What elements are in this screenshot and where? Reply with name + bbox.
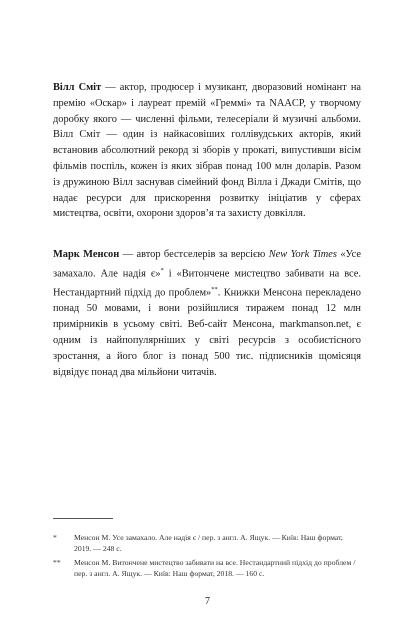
will-smith-bio-text: — актор, продюсер і музикант, дворазовий номінант на премію «Оскар» і лауреат премій «Греммі» та NAACP, у творчому доробку якого — численні фільми, телесеріали й музичні альбоми. Вілл Сміт — один із найкасовіших голлівудських акторів, який встановив абсолютний рекорд зі зборів у прокаті, випустивши вісім фільмів поспіль, кожен із яких зібрав понад 100 млн доларів. Разом із дружиною Вілл заснував сімейний фонд Вілла і Джади Смітів, що надає ресурси для прискорення розвитку ініціатив у сферах мистецтва, освіти, охорони здоров’я та захисту довкілля.: [53, 82, 361, 220]
will-smith-bio: [53, 80, 361, 222]
footnote-2-text: Менсон М. Витончене мистецтво забивати на все. Нестандартний підхід до проблем / пер. з англ. А. Ящук. — Київ: Наш формат, 2018. — 160 с.: [74, 558, 356, 578]
footnote-2-mark: **: [53, 558, 61, 567]
mark-manson-bio-text-c: і «Витончене мистецтво забивати на все. Нестандартний підхід до проблем»: [53, 268, 361, 299]
mark-manson-bio: [53, 247, 361, 380]
footnote-ref-1: *: [160, 266, 164, 274]
mark-manson-name: Марк Менсон: [53, 249, 120, 260]
footnote-1-text: Менсон М. Усе замахало. Але надія є / пер. з англ. А. Ящук. — Київ: Наш формат, 2019. — 248 с.: [74, 533, 343, 553]
footnote-ref-2: **: [211, 286, 218, 294]
page-number: 7: [205, 596, 210, 607]
footnote-1-mark: *: [53, 533, 57, 542]
footnote-2: [53, 557, 361, 579]
mark-manson-bio-text-b: «Усе замахало. Але надія є»: [53, 249, 361, 280]
will-smith-name: Вілл Сміт: [53, 82, 102, 93]
mark-manson-bio-text-d: . Книжки Менсона перекладено понад 50 мовами, і вони розійшлися тиражем понад 12 млн примірників в усьому світі. Веб-сайт Менсона, markmanson.net, є одним із найпопулярніших у світі ресурсів з особистісного зростання, а його блог із понад 500 тис. підписників щомісяця відвідує понад два мільйони читачів.: [53, 287, 361, 378]
footnote-divider: [53, 518, 113, 519]
nyt-title: New York Times: [268, 249, 337, 260]
mark-manson-bio-text-a: — автор бестселерів за версією: [119, 249, 269, 260]
footnote-1: [53, 532, 361, 554]
